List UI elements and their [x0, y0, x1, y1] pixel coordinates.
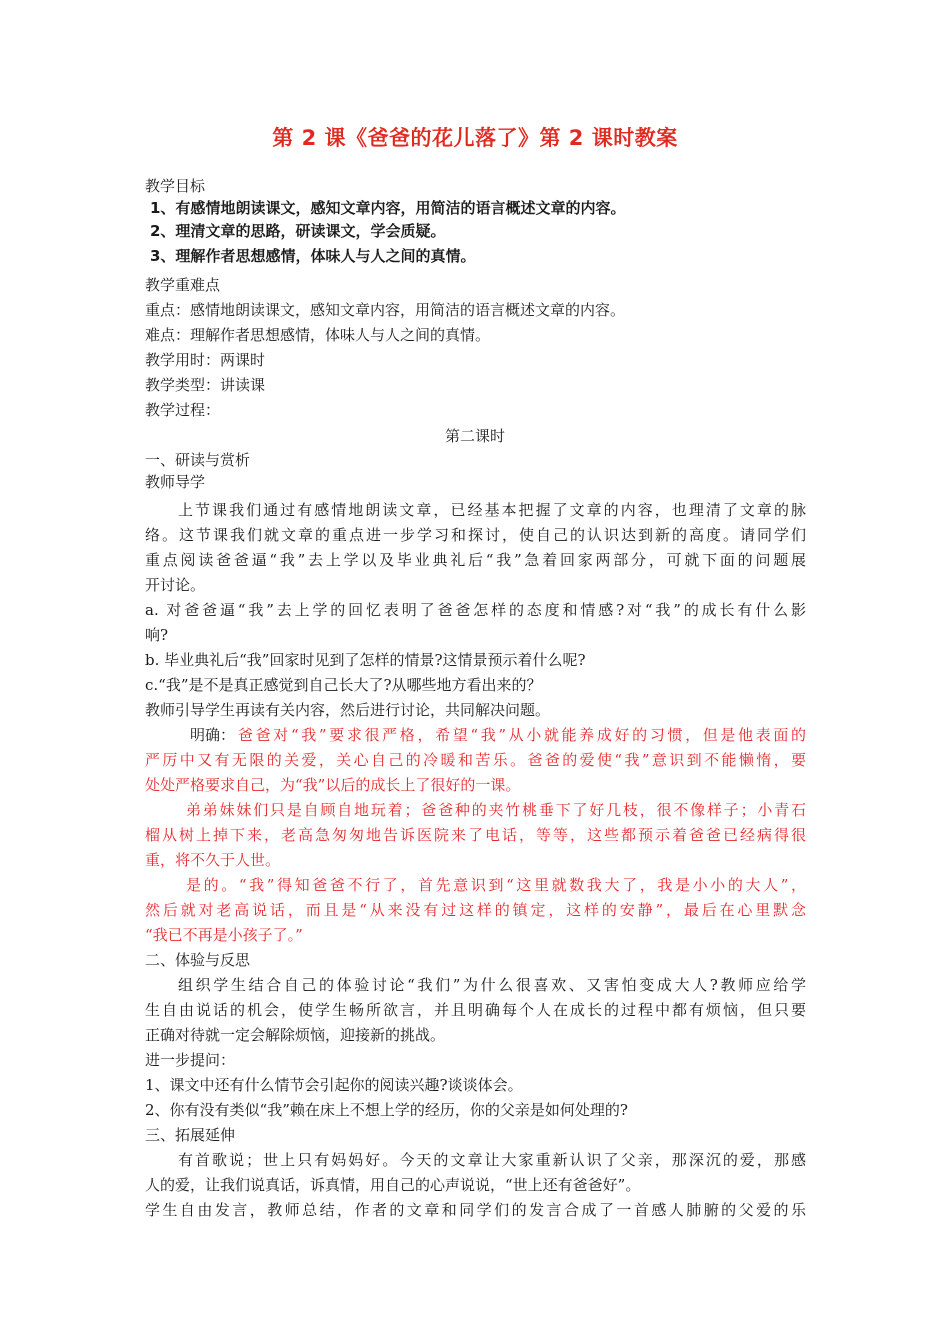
difficulty-line: 难点：理解作者思想感情，体味人与人之间的真情。 [145, 326, 491, 344]
section-heading-3: 三、拓展延伸 [145, 1126, 236, 1144]
time-line: 教学用时：两课时 [145, 351, 266, 369]
guide-heading: 教师导学 [145, 473, 206, 491]
keypoints-heading: 教学重难点 [145, 276, 221, 294]
paragraph-line: 正确对待就一定会解除烦恼，迎接新的挑战。 [145, 1026, 446, 1044]
further-question: 2、你有没有类似“我”赖在床上不想上学的经历，你的父亲是如何处理的? [145, 1101, 628, 1119]
goals-heading: 教学目标 [145, 177, 206, 195]
type-line: 教学类型：讲读课 [145, 376, 266, 394]
paragraph-line: 学生自由发言，教师总结，作者的文章和同学们的发言合成了一首感人肺腑的父爱的乐 [145, 1201, 806, 1219]
guide-instruction: 教师引导学生再读有关内容，然后进行讨论，共同解决问题。 [145, 701, 551, 719]
paragraph-line: 有首歌说；世上只有妈妈好。今天的文章让大家重新认识了父亲，那深沉的爱，那感 [178, 1151, 806, 1169]
goal-item: 3、理解作者思想感情，体味人与人之间的真情。 [150, 247, 476, 265]
question-c: c.“我”是不是真正感觉到自己长大了?从哪些地方看出来的？ [145, 676, 542, 694]
page-title: 第 2 课《爸爸的花儿落了》第 2 课时教案 [272, 126, 678, 150]
answer-line: 是的。“我”得知爸爸不行了，首先意识到“这里就数我大了，我是小小的大人”， [186, 876, 806, 894]
paragraph-line: 重点阅读爸爸逼“我”去上学以及毕业典礼后“我”急着回家两部分，可就下面的问题展 [145, 551, 806, 569]
answer-line: 重，将不久于人世。 [145, 851, 281, 869]
further-question: 1、课文中还有什么情节会引起你的阅读兴趣?谈谈体会。 [145, 1076, 523, 1094]
answer-line: 处处严格要求自己，为“我”以后的成长上了很好的一课。 [145, 776, 521, 794]
section-heading-1: 一、研读与赏析 [145, 451, 251, 469]
answer-line: 榴从树上掉下来，老高急匆匆地告诉医院来了电话，等等，这些都预示着爸爸已经病得很 [145, 826, 806, 844]
section-heading-2: 二、体验与反思 [145, 951, 251, 969]
question-b: b. 毕业典礼后“我”回家时见到了怎样的情景?这情景预示着什么呢? [145, 651, 586, 669]
focus-line: 重点：感情地朗读课文，感知文章内容，用简洁的语言概述文章的内容。 [145, 301, 626, 319]
answer-line: 弟弟妹妹们只是自顾自地玩着；爸爸种的夹竹桃垂下了好几枝，很不像样子；小青石 [186, 801, 806, 819]
lesson-heading: 第二课时 [444, 427, 505, 445]
paragraph-line: 生自由说话的机会，使学生畅所欲言，并且明确每个人在成长的过程中都有烦恼，但只要 [145, 1001, 806, 1019]
process-line: 教学过程： [145, 401, 221, 419]
goal-item: 1、有感情地朗读课文，感知文章内容，用简洁的语言概述文章的内容。 [150, 199, 626, 217]
further-heading: 进一步提问： [145, 1051, 236, 1069]
answer-line: 爸爸对“我”要求很严格，希望“我”从小就能养成好的习惯，但是他表面的 [238, 726, 806, 744]
clarify-label: 明确： [190, 726, 236, 744]
paragraph-line: 组织学生结合自己的体验讨论“我们”为什么很喜欢、又害怕变成大人?教师应给学 [178, 976, 806, 994]
answer-line: “我已不再是小孩子了。” [145, 926, 303, 944]
answer-line: 严厉中又有无限的关爱，关心自己的冷暖和苦乐。爸爸的爱使“我”意识到不能懒惰，要 [145, 751, 806, 769]
paragraph-line: 络。这节课我们就文章的重点进一步学习和探讨，使自己的认识达到新的高度。请同学们 [145, 526, 806, 544]
goal-item: 2、理清文章的思路，研读课文，学会质疑。 [150, 222, 446, 240]
paragraph-line: 上节课我们通过有感情地朗读文章，已经基本把握了文章的内容，也理清了文章的脉 [178, 501, 806, 519]
paragraph-line: 开讨论。 [145, 576, 206, 594]
question-a-cont: 响? [145, 626, 169, 644]
answer-line: 然后就对老高说话，而且是“从来没有过这样的镇定，这样的安静”，最后在心里默念 [145, 901, 806, 919]
paragraph-line: 人的爱，让我们说真话，诉真情，用自己的心声说说，“世上还有爸爸好”。 [145, 1176, 641, 1194]
question-a: a. 对爸爸逼“我”去上学的回忆表明了爸爸怎样的态度和情感?对“我”的成长有什么影 [145, 601, 806, 619]
